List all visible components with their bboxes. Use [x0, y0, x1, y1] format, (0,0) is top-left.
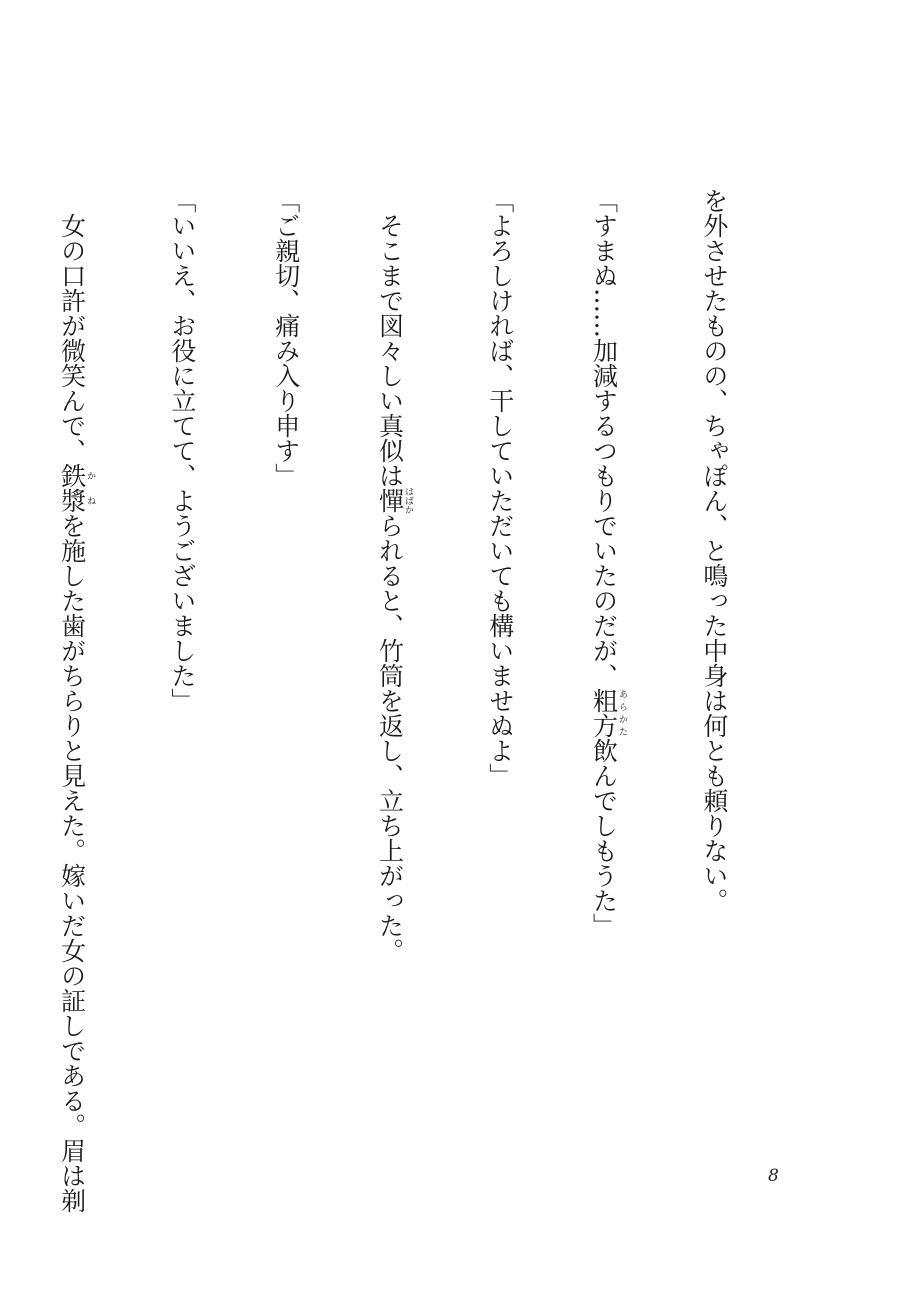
text-fragment: を施した歯がちらりと見えた。嫁いだ女の証しである。眉は剃: [57, 513, 87, 1213]
text-line: を外させたものの、ちゃぽん、と鳴った中身は何とも頼りない。: [699, 188, 729, 913]
text-fragment: そこまで図々しい真似は: [375, 188, 405, 488]
text-line-with-ruby: [586, 188, 627, 1098]
text-line: 「ご親切、痛み入り申す」: [271, 188, 301, 488]
ruby-word: 憚はばか: [375, 487, 413, 514]
ruby-reading: あらかた: [617, 688, 628, 738]
text-fragment: 「すまぬ……加減するつもりでいたのだが、: [589, 188, 619, 688]
ruby-reading: かね: [85, 463, 96, 513]
text-fragment: 女の口許が微笑んで、: [57, 188, 87, 463]
text-line-with-ruby: [54, 188, 96, 1213]
ruby-word: 粗方あらかた: [589, 688, 628, 738]
ruby-reading: はばか: [402, 487, 413, 514]
vertical-text-block: [0, 188, 800, 1213]
text-line: 「いいえ、お役に立てて、ようございました」: [167, 188, 197, 713]
text-fragment: 飲んでしもうた」: [589, 738, 619, 938]
ruby-word: 鉄漿かね: [57, 463, 96, 513]
page-number: 8: [768, 1166, 779, 1186]
text-line-with-ruby: [372, 188, 413, 1098]
text-line: 「よろしければ、干していただいても構いませぬよ」: [485, 188, 515, 788]
text-fragment: られると、竹筒を返し、立ち上がった。: [375, 513, 405, 963]
